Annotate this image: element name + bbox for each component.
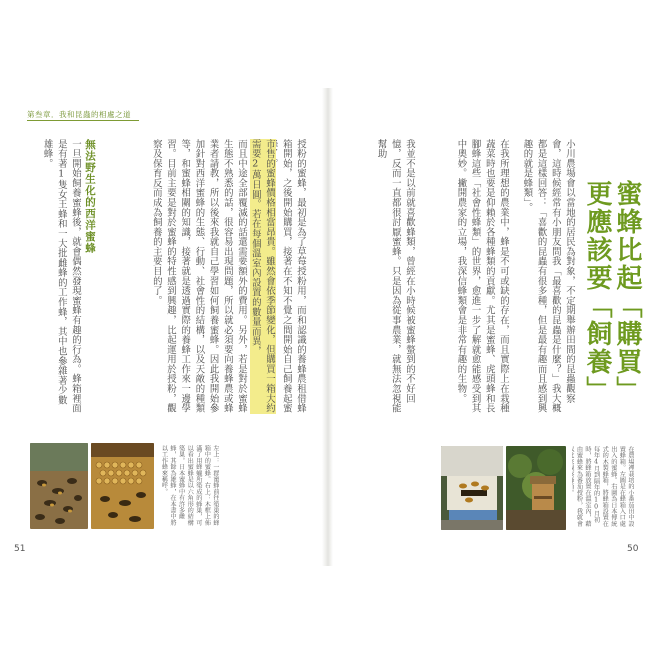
left-text-col-b-highlight: 市售的蜜蜂價格相當昂貴。雖然會依季節變化，但購買一箱大約需要2萬日圓。若在每個溫室內設置的數量而異， bbox=[250, 139, 275, 414]
book-gutter bbox=[322, 88, 333, 566]
chapter-label: 第叁章．我和昆蟲的相處之道 bbox=[27, 110, 131, 119]
photo-hive-entrance bbox=[441, 446, 503, 530]
right-text-col-c: 我並不是以前就喜歡蜂類，曾經在小時候被蜜蜂螫到的不好回憶，反而一直都很討厭蜜蜂。只是因為從事農業，就無法忽視能幫助 bbox=[375, 139, 415, 414]
photo-honeycomb bbox=[91, 443, 154, 529]
left-text-col-c: 而且中途全部覆滅的話還需要額外的費用。另外，若是對於蜜蜂生態不熟悉的話，很容易出現問題，所以就必須要向養蜂農或蜂業者請教，所以後來我就自己學習如何飼養蜜蜂。因此我開始參加針對西洋蜜蜂的生態、行動、社會性的結構，以及天敵的種類等，和蜜蜂相關的知識，接著就是透過實際的養蜂工作來一邊學習。目前主要是對於蜜蜂的特性感到興趣，比起運用於授粉，觀察及保育反而成為飼養的主要目的了。 bbox=[150, 139, 247, 414]
left-text-col-d: 一旦開始飼養蜜蜂後，就會偶然發現蜜蜂有趣的行為。蜂箱裡面是有著1隻女王蜂和一大批雌蜂的工作蜂，其中也參雜著少數雄蜂。 bbox=[41, 139, 81, 414]
section-heading: 無法野生化的西洋蜜蜂 bbox=[84, 139, 96, 254]
headline-line-2: 更應該要「飼養」 bbox=[582, 180, 612, 404]
right-text-col-b: 在我所理想的農業中，蜂是不可或缺的存在，而且實際上在栽種蔬菜時也要是仰賴於各種蜂類的貢獻。尤其是蜜蜂、虎頭蜂和長腳蜂這些「社會性蜂類」的世界，愈進一步了解就愈能感受到其中奧妙。撇開農家的立場，我深信蜂類會是非常有趣的生物。 bbox=[455, 139, 509, 414]
headline-line-1: 蜜蜂比起「購買」 bbox=[612, 180, 642, 404]
right-photo-caption: 在農場裡栽培的小番茄田中設置蜂箱。左圖是在蜂箱入口處出入的蜜蜂。右圖為日本傳統式的木製蜂箱，將蜂箱設置在每年4月到隔年的10月初時，將蜂箱放置在溫室內，藉由蜜蜂來為番茄授粉，我就會 bbox=[575, 446, 634, 527]
page-number-left: 51 bbox=[14, 544, 26, 554]
photo-wooden-hive bbox=[506, 446, 566, 530]
chapter-rule bbox=[27, 120, 139, 121]
page-number-right: 50 bbox=[627, 544, 639, 554]
photo-bees-on-frame bbox=[30, 443, 88, 529]
left-photo-caption: 左上：一群蜜蜂前往築巢的蜂箱中的蜜蜂。右上：木框上佈滿了用蜂蠟所築成的蜂巢，可以看出蜜蜂是以六角形的結構築巢。日本蜜蜂中有許多雌蜂，其餘為雄蜂，在本書中將以工作蜂來稱呼。 bbox=[160, 445, 219, 526]
chapter-headline bbox=[578, 180, 642, 430]
right-text-col-a: 小川農場會以當地的居民為對象，不定期舉辦田間的昆蟲觀察會，這時候經常有小朋友問我「最喜歡的昆蟲是什麼？」我大概都是這樣回答：「喜歡的昆蟲有很多種，但是最有趣而且感到興趣的就是蜂類」。 bbox=[521, 139, 575, 414]
left-text-col-a: 授粉的蜜蜂，最初是為了草莓授粉用，而和認識的養蜂農租借蜂箱開始，之後開始購買，接著在不知不覺之間開始自己飼養起蜜 bbox=[280, 139, 306, 414]
